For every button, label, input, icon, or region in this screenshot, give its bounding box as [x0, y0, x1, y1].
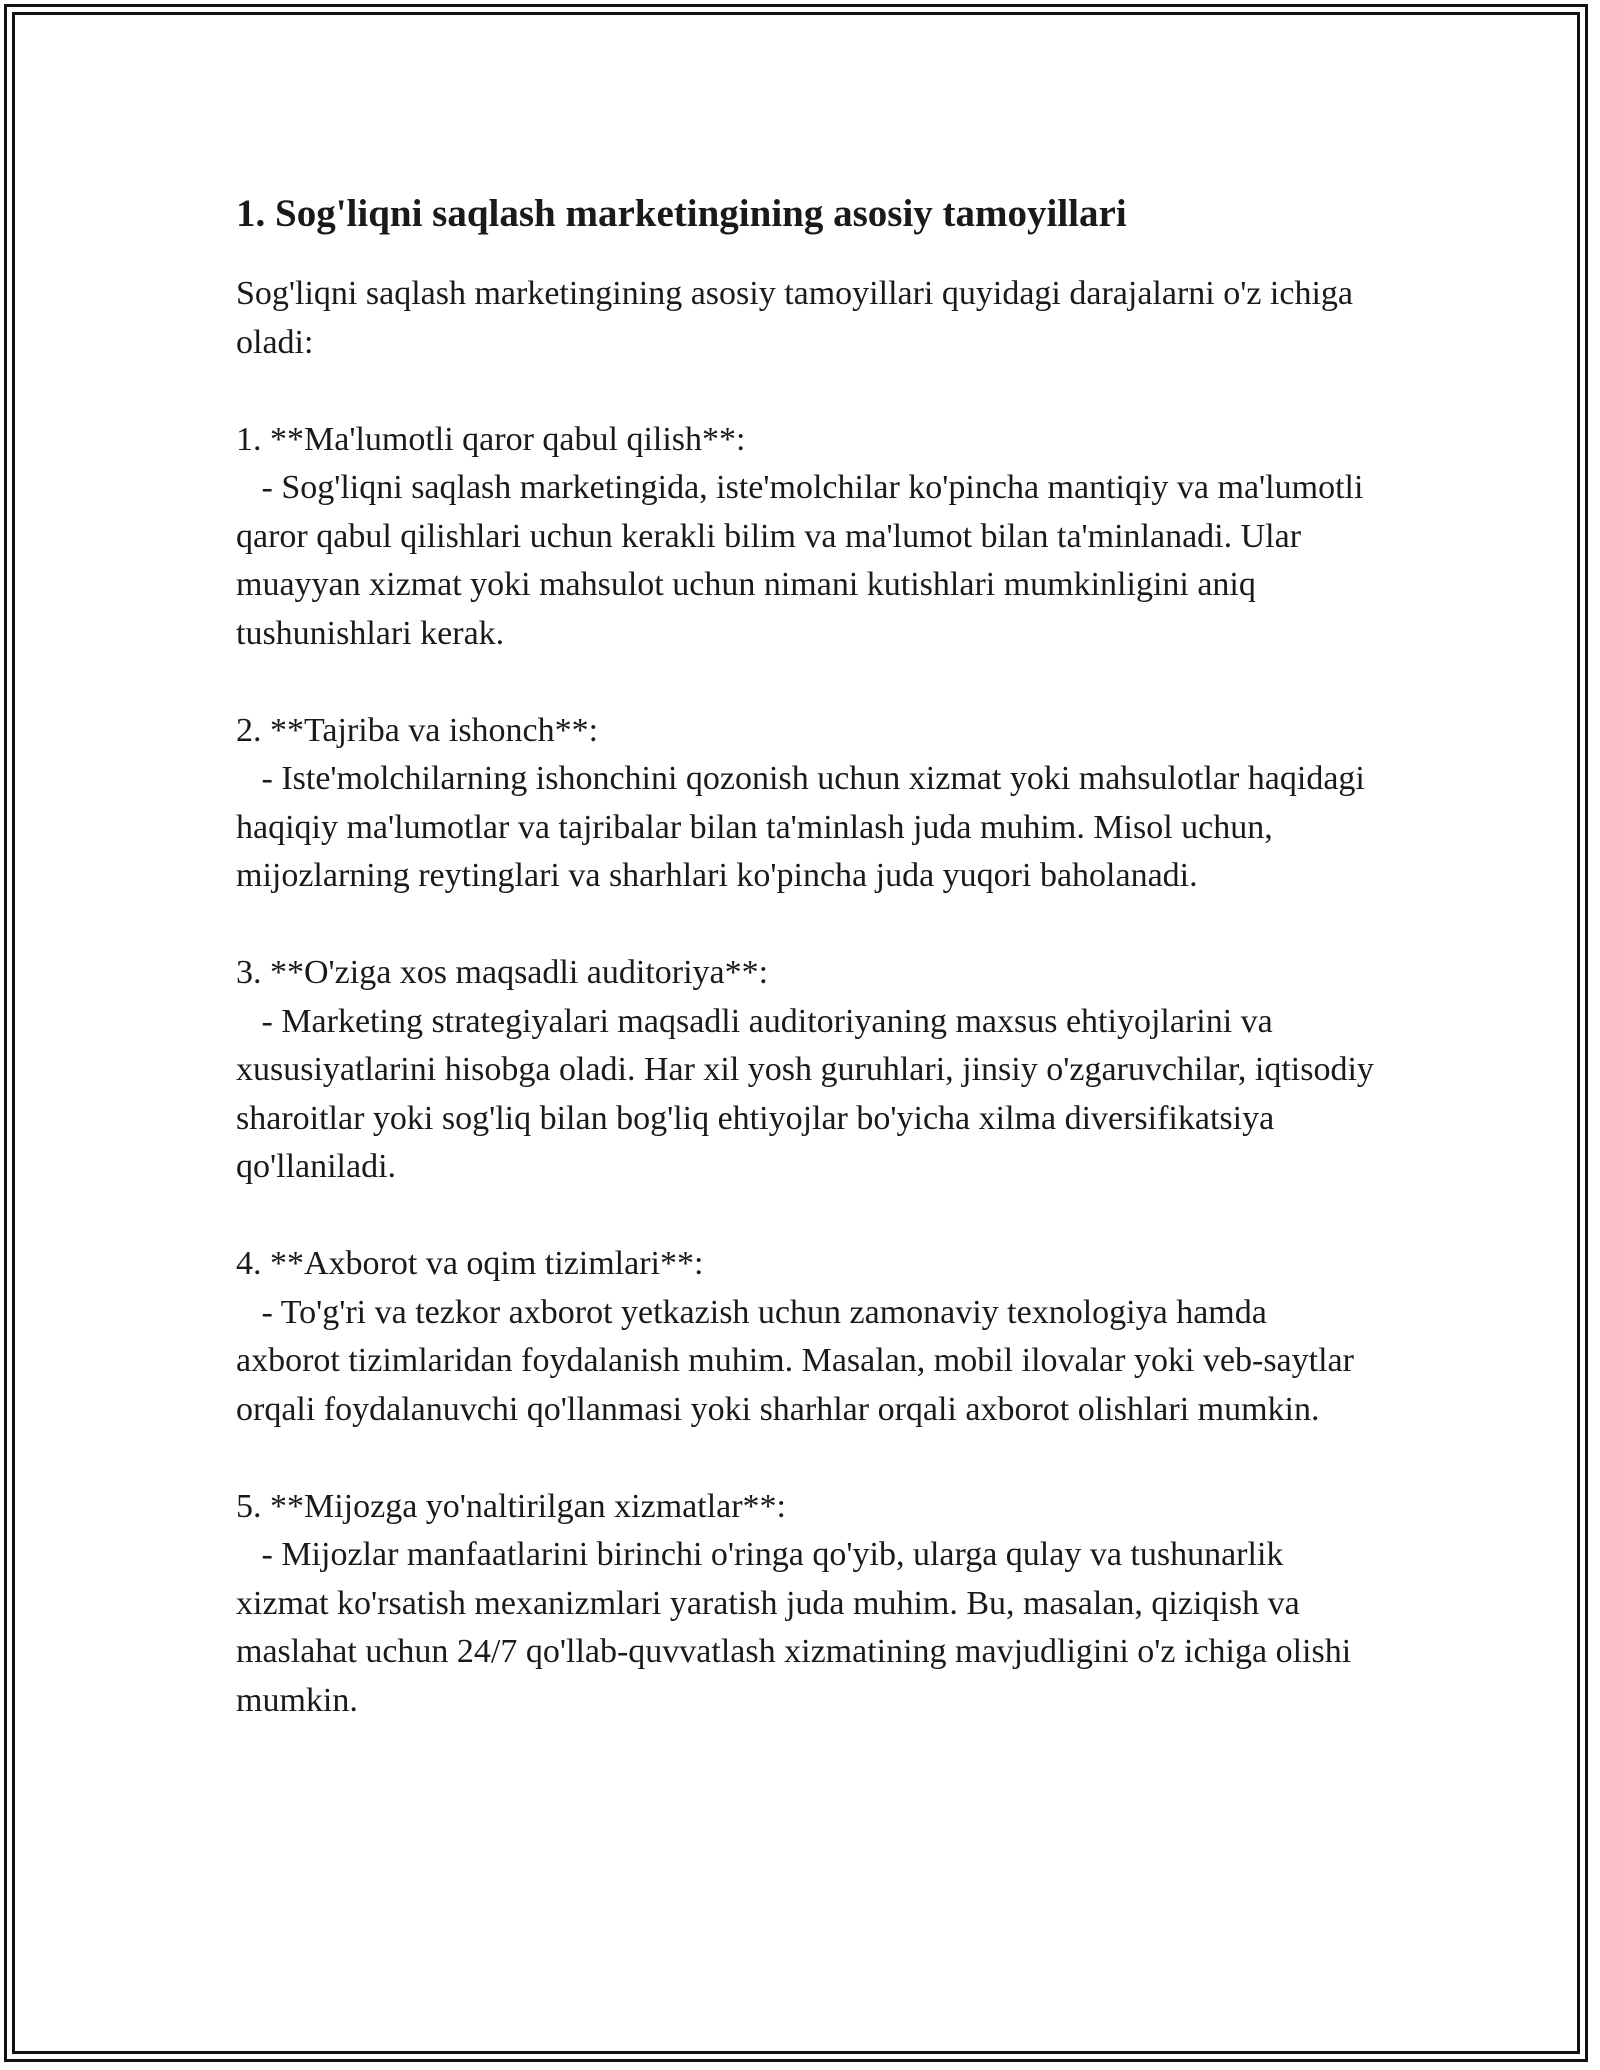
section-3 [236, 949, 1383, 1192]
intro-paragraph: Sog'liqni saqlash marketingining asosiy tamoyillari quyidagi darajalarni o'z ichiga oladi: [236, 275, 1354, 361]
section-body: - Mijozlar manfaatlarini birinchi o'ringa qo'yib, ularga qulay va tushunarlik xizmat ko'rsatish mexanizmlari yaratish juda muhim. Bu, masalan, qiziqish va maslahat uchun 24/7 qo'llab-quvvatlash xizmatining mavjudligini o'z ichiga olishi mumkin. [236, 1536, 1360, 1719]
section-1 [236, 416, 1376, 659]
section-body: - To'g'ri va tezkor axborot yetkazish uchun zamonaviy texnologiya hamda axborot tizimlaridan foydalanish muhim. Masalan, mobil ilovalar yoki veb-saytlar orqali foydalanuvchi qo'llanmasi yoki sharhlar orqali axborot olishlari mumkin. [236, 1293, 1363, 1428]
section-body: - Sog'liqni saqlash marketingida, iste'molchilar ko'pincha mantiqiy va ma'lumotli qaror qabul qilishlari uchun kerakli bilim va ma'lumot bilan ta'minlanadi. Ular muayyan xizmat yoki mahsulot uchun nimani kutishlari mumkinligini aniq tushunishlari kerak. [236, 469, 1372, 652]
section-4 [236, 1240, 1376, 1434]
section-heading: 4. **Axborot va oqim tizimlari**: [236, 1245, 704, 1282]
section-heading: 1. **Ma'lumotli qaror qabul qilish**: [236, 420, 746, 458]
section-heading: 2. **Tajriba va ishonch**: [236, 711, 599, 749]
document-content [236, 186, 1383, 1725]
section-heading: 3. **O'ziga xos maqsadli auditoriya**: [236, 954, 769, 991]
section-body: - Marketing strategiyalari maqsadli auditoriyaning maxsus ehtiyojlarini va xususiyatlarini hisobga oladi. Har xil yosh guruhlari, jinsiy o'zgaruvchilar, iqtisodiy sharoitlar yoki sog'liq bilan bog'liq ehtiyojlar bo'yicha xilma diversifikatsiya qo'llaniladi. [236, 1002, 1383, 1185]
section-heading: 5. **Mijozga yo'naltirilgan xizmatlar**: [236, 1487, 786, 1525]
section-5 [236, 1483, 1376, 1726]
section-body: - Iste'molchilarning ishonchini qozonish uchun xizmat yoki mahsulotlar haqidagi haqiqiy ma'lumotlar va tajribalar bilan ta'minlash juda muhim. Misol uchun, mijozlarning reytinglari va sharhlari ko'pincha juda yuqori baholanadi. [236, 760, 1374, 894]
section-2 [236, 707, 1376, 901]
document-title: 1. Sog'liqni saqlash marketingining asosiy tamoyillari [236, 192, 1127, 235]
